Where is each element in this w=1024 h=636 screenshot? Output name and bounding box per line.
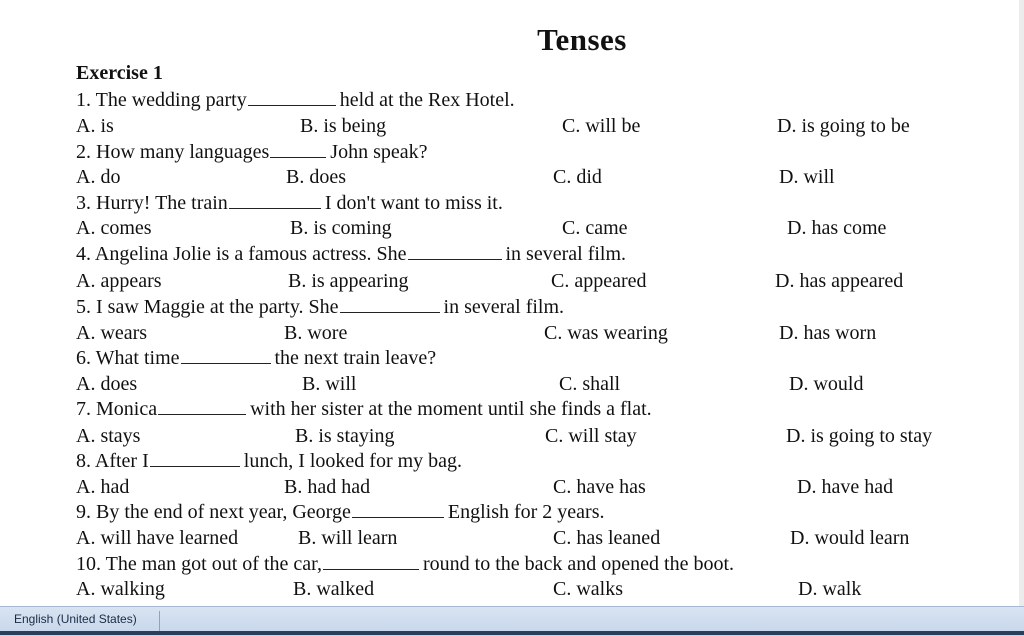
question-text-before: 10. The man got out of the car, <box>76 553 322 575</box>
question-text-before: 7. Monica <box>76 398 158 420</box>
option-b: B. is staying <box>295 425 395 447</box>
option-d: D. walk <box>798 578 862 600</box>
answer-blank <box>270 143 326 158</box>
question-text-after: in several film. <box>443 296 565 318</box>
answer-blank <box>229 194 321 209</box>
answer-blank <box>181 349 271 364</box>
option-b: B. will learn <box>298 527 398 549</box>
option-a: A. wears <box>76 322 148 344</box>
option-c: C. did <box>553 166 602 188</box>
option-a: A. appears <box>76 270 162 292</box>
question-5 <box>76 296 564 319</box>
question-text-after: held at the Rex Hotel. <box>339 89 515 111</box>
question-text-after: John speak? <box>330 141 428 163</box>
option-c: C. will be <box>562 115 641 137</box>
option-d: D. will <box>779 166 835 188</box>
question-text-after: the next train leave? <box>274 347 437 369</box>
option-a: A. will have learned <box>76 527 239 549</box>
question-text-after: in several film. <box>505 243 627 265</box>
question-text-before: 5. I saw Maggie at the party. She <box>76 296 339 318</box>
option-a: A. walking <box>76 578 165 600</box>
question-text-before: 8. After I <box>76 450 149 472</box>
question-text-before: 9. By the end of next year, George <box>76 501 351 523</box>
answer-blank <box>352 503 444 518</box>
answer-blank <box>408 245 502 260</box>
option-a: A. do <box>76 166 121 188</box>
answer-blank <box>323 555 419 570</box>
option-a: A. stays <box>76 425 141 447</box>
option-c: C. have has <box>553 476 646 498</box>
question-text-after: I don't want to miss it. <box>324 192 503 214</box>
option-c: C. came <box>562 217 628 239</box>
page-title: Tenses <box>537 22 627 57</box>
option-c: C. appeared <box>551 270 647 292</box>
option-a: A. had <box>76 476 130 498</box>
option-b: B. will <box>302 373 357 395</box>
option-b: B. had had <box>284 476 371 498</box>
option-d: D. has worn <box>779 322 877 344</box>
option-c: C. will stay <box>545 425 637 447</box>
language-indicator[interactable]: English (United States) <box>14 612 137 626</box>
answer-blank <box>248 91 336 106</box>
option-c: C. has leaned <box>553 527 661 549</box>
question-text-before: 4. Angelina Jolie is a famous actress. She <box>76 243 407 265</box>
exercise-heading: Exercise 1 <box>76 62 163 84</box>
question-4 <box>76 243 626 266</box>
question-text-after: lunch, I looked for my bag. <box>243 450 463 472</box>
status-divider <box>159 611 160 631</box>
question-6 <box>76 347 436 370</box>
option-d: D. has come <box>787 217 887 239</box>
question-8 <box>76 450 462 473</box>
answer-blank <box>150 452 240 467</box>
option-a: A. does <box>76 373 138 395</box>
window-bottom-edge <box>0 631 1024 635</box>
question-text-before: 3. Hurry! The train <box>76 192 228 214</box>
option-b: B. does <box>286 166 346 188</box>
question-text-after: round to the back and opened the boot. <box>423 553 735 575</box>
option-d: D. would <box>789 373 864 395</box>
question-text-after: with her sister at the moment until she finds a flat. <box>250 398 652 420</box>
answer-blank <box>158 400 246 415</box>
question-1 <box>76 89 515 112</box>
question-text-before: 6. What time <box>76 347 180 369</box>
question-10 <box>76 553 734 576</box>
option-b: B. wore <box>284 322 348 344</box>
question-7 <box>76 398 652 421</box>
option-b: B. is being <box>300 115 387 137</box>
option-b: B. is coming <box>290 217 392 239</box>
question-2 <box>76 141 428 164</box>
question-text-before: 1. The wedding party <box>76 89 247 111</box>
option-c: C. walks <box>553 578 623 600</box>
option-d: D. have had <box>797 476 894 498</box>
option-b: B. is appearing <box>288 270 409 292</box>
question-3 <box>76 192 503 215</box>
question-text-after: English for 2 years. <box>447 501 605 523</box>
answer-blank <box>340 298 440 313</box>
option-c: C. was wearing <box>544 322 668 344</box>
question-text-before: 2. How many languages <box>76 141 270 163</box>
option-a: A. comes <box>76 217 152 239</box>
option-d: D. has appeared <box>775 270 904 292</box>
option-d: D. would learn <box>790 527 910 549</box>
scroll-edge <box>1019 0 1024 606</box>
option-a: A. is <box>76 115 114 137</box>
option-c: C. shall <box>559 373 621 395</box>
option-d: D. is going to be <box>777 115 910 137</box>
option-b: B. walked <box>293 578 375 600</box>
question-9 <box>76 501 605 524</box>
option-d: D. is going to stay <box>786 425 933 447</box>
